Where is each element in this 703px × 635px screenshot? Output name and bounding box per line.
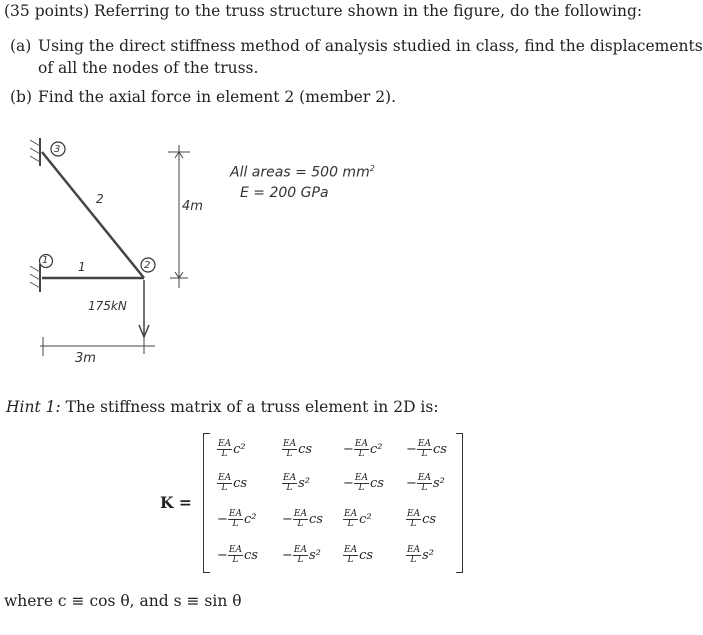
matrix-cell [343, 546, 373, 565]
matrix-cell-term: s² [308, 548, 321, 563]
fraction-denominator: L [232, 519, 239, 529]
part-a-line2: of all the nodes of the truss. [38, 59, 259, 77]
node1-label: 1 [42, 255, 49, 266]
matrix-cell [343, 474, 384, 493]
ea-over-l-fraction [293, 546, 308, 565]
matrix-cell-term: cs [422, 512, 437, 527]
fraction-denominator: L [358, 483, 365, 493]
hint-label: Hint 1: [6, 398, 61, 416]
fraction-denominator: L [297, 555, 304, 565]
ea-over-l-fraction [228, 546, 243, 565]
ea-over-l-fraction [282, 440, 297, 459]
part-b-text: Find the axial force in element 2 (member 2). [38, 88, 397, 106]
matrix-cell-sign: − [217, 512, 228, 527]
fraction-numerator: EA [407, 509, 421, 519]
matrix-cell [217, 510, 256, 529]
matrix-cell-sign: − [217, 548, 228, 563]
where-note: where c ≡ cos θ, and s ≡ sin θ [4, 592, 242, 610]
hint-text: The stiffness matrix of a truss element in 2D is: [65, 398, 439, 416]
ea-over-l-fraction [354, 474, 369, 493]
fraction-denominator: L [286, 483, 293, 493]
matrix-cell-term: cs [243, 548, 258, 563]
bottom-support-hatch [30, 266, 40, 288]
matrix-cell [282, 546, 321, 565]
fraction-denominator: L [421, 449, 428, 459]
matrix-cell [217, 546, 258, 565]
matrix-cell-sign: − [343, 442, 354, 457]
matrix-cell-term: cs [308, 512, 323, 527]
ea-over-l-fraction [417, 440, 432, 459]
ea-over-l-fraction [217, 474, 232, 493]
ea-over-l-fraction [406, 546, 421, 565]
matrix-right-bracket [456, 433, 463, 573]
part-b-label: (b) [10, 88, 33, 106]
top-support-hatch [30, 140, 40, 162]
fraction-numerator: EA [354, 473, 368, 483]
ea-over-l-fraction [343, 510, 358, 529]
ea-over-l-fraction [282, 474, 297, 493]
load-label: 175kN [88, 299, 127, 313]
fraction-numerator: EA [344, 509, 358, 519]
matrix-cell-term: c² [243, 512, 257, 527]
matrix-cell [282, 440, 312, 459]
areas-note: All areas = 500 $mm^2$ [230, 164, 375, 181]
fraction-denominator: L [347, 519, 354, 529]
ea-over-l-fraction [293, 510, 308, 529]
height-label: 4m [182, 199, 203, 214]
matrix-cell-term: s² [298, 476, 310, 491]
ea-over-l-fraction [228, 510, 243, 529]
ea-over-l-fraction [343, 546, 358, 565]
node3-label: 3 [54, 144, 61, 155]
fraction-numerator: EA [283, 473, 297, 483]
fraction-denominator: L [297, 519, 304, 529]
fraction-numerator: EA [218, 439, 232, 449]
fraction-numerator: EA [218, 473, 232, 483]
fraction-numerator: EA [293, 509, 307, 519]
fraction-denominator: L [421, 483, 428, 493]
fraction-denominator: L [410, 519, 417, 529]
member-2 [42, 152, 144, 278]
fraction-numerator: EA [228, 509, 242, 519]
matrix-cell-term: cs [369, 476, 384, 491]
part-a-label: (a) [10, 37, 32, 55]
matrix-cell-sign: − [406, 476, 417, 491]
matrix-cell [343, 510, 372, 529]
matrix-cell [406, 546, 434, 565]
matrix-cell-term: cs [298, 442, 313, 457]
matrix-cell-term: c² [369, 442, 383, 457]
matrix-cell-sign: − [343, 476, 354, 491]
fraction-numerator: EA [417, 473, 431, 483]
matrix-cell-term: s² [422, 548, 434, 563]
fraction-denominator: L [221, 449, 228, 459]
part-a-line1: Using the direct stiffness method of analysis studied in class, find the displacements [38, 37, 703, 55]
fraction-numerator: EA [293, 545, 307, 555]
matrix-cell-sign: − [406, 442, 417, 457]
matrix-cell-sign: − [282, 512, 293, 527]
fraction-numerator: EA [354, 439, 368, 449]
width-label: 3m [75, 351, 96, 366]
ea-over-l-fraction [354, 440, 369, 459]
k-symbol: K = [160, 493, 192, 512]
matrix-cell [282, 510, 323, 529]
matrix-cell [343, 440, 382, 459]
hint [6, 398, 439, 416]
matrix-cell-sign: − [282, 548, 293, 563]
matrix-cell-term: cs [432, 442, 447, 457]
fraction-denominator: L [410, 555, 417, 565]
elem2-label: 2 [96, 192, 104, 206]
matrix-cell [406, 440, 447, 459]
matrix-left-bracket [203, 433, 210, 573]
fraction-numerator: EA [283, 439, 297, 449]
matrix-cell [217, 474, 247, 493]
fraction-denominator: L [347, 555, 354, 565]
fraction-numerator: EA [417, 439, 431, 449]
matrix-cell-term: s² [432, 476, 445, 491]
matrix-cell [282, 474, 310, 493]
ea-over-l-fraction [417, 474, 432, 493]
elem1-label: 1 [78, 260, 86, 274]
matrix-cell [406, 474, 445, 493]
problem-header: (35 points) Referring to the truss structure shown in the figure, do the following: [4, 2, 643, 20]
modulus-note: E = 200 GPa [240, 185, 329, 201]
fraction-denominator: L [358, 449, 365, 459]
node2-label: 2 [144, 260, 151, 271]
matrix-cell [217, 440, 246, 459]
matrix-cell-term: cs [233, 476, 248, 491]
matrix-cell-term: c² [359, 512, 372, 527]
fraction-denominator: L [221, 483, 228, 493]
fraction-denominator: L [286, 449, 293, 459]
ea-over-l-fraction [406, 510, 421, 529]
fraction-numerator: EA [407, 545, 421, 555]
matrix-cell-term: c² [233, 442, 246, 457]
matrix-cell-term: cs [359, 548, 374, 563]
ea-over-l-fraction [217, 440, 232, 459]
matrix-cell [406, 510, 436, 529]
fraction-numerator: EA [228, 545, 242, 555]
fraction-numerator: EA [344, 545, 358, 555]
fraction-denominator: L [232, 555, 239, 565]
